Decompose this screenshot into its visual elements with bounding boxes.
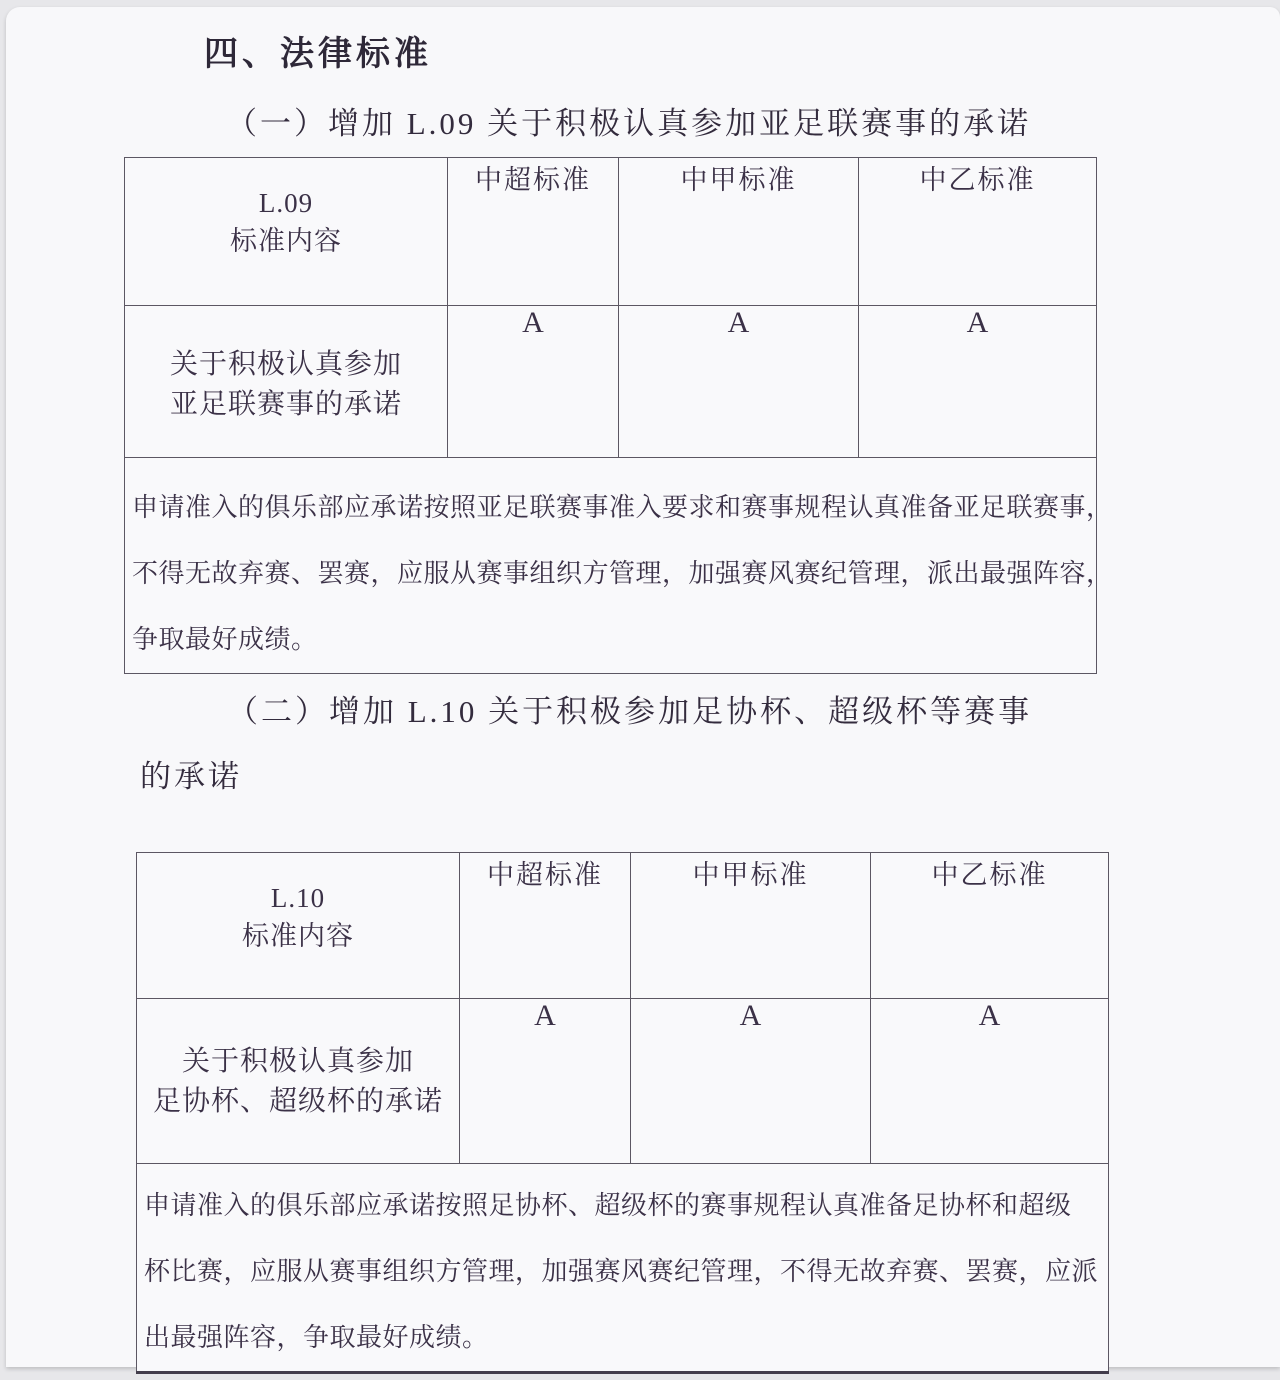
column-header-csl: 中超标准 xyxy=(475,165,591,195)
table-row xyxy=(125,306,1097,458)
grade-cell xyxy=(460,999,631,1164)
table-row xyxy=(137,1164,1109,1373)
table-row xyxy=(137,999,1109,1164)
note-cell xyxy=(137,1164,1109,1373)
standard-code: L.10 xyxy=(270,883,326,913)
column-header-cell xyxy=(448,158,619,306)
column-header-csl: 中超标准 xyxy=(487,860,603,890)
note-line-1: 申请准入的俱乐部应承诺按照足协杯、超级杯的赛事规程认真准备足协杯和超级 xyxy=(144,1191,1072,1220)
criterion-cell xyxy=(125,306,448,458)
standard-code: L.09 xyxy=(258,188,314,218)
column-header-cell xyxy=(619,158,859,306)
column-header-league2: 中乙标准 xyxy=(919,165,1036,195)
subsection-2-title-line1: （二）增加 L.10 关于积极参加足协杯、超级杯等赛事 xyxy=(227,694,1033,729)
table-row xyxy=(125,158,1097,306)
grade-value: A xyxy=(522,306,544,339)
criterion-line-2: 足协杯、超级杯的承诺 xyxy=(152,1086,443,1117)
row-header-label: 标准内容 xyxy=(230,226,342,256)
column-header-cell xyxy=(631,853,871,999)
row-header-label: 标准内容 xyxy=(242,921,354,951)
criterion-line-1: 关于积极认真参加 xyxy=(169,349,402,380)
grade-value: A xyxy=(978,999,1001,1032)
column-header-league2: 中乙标准 xyxy=(931,860,1048,890)
note-cell xyxy=(125,458,1113,674)
subsection-2-title-line2: 的承诺 xyxy=(140,759,242,794)
column-header-cell xyxy=(871,853,1109,999)
section-title: 四、法律标准 xyxy=(204,35,432,73)
grade-value: A xyxy=(966,306,989,339)
code-header-cell xyxy=(125,158,448,306)
note-line-3: 争取最好成绩。 xyxy=(132,625,318,654)
column-header-cell xyxy=(460,853,631,999)
code-header-cell xyxy=(137,853,460,999)
column-header-league1: 中甲标准 xyxy=(692,860,809,890)
note-line-3: 出最强阵容，争取最好成绩。 xyxy=(144,1323,489,1352)
standard-table-l10 xyxy=(136,852,1109,1374)
note-line-1: 申请准入的俱乐部应承诺按照亚足联赛事准入要求和赛事规程认真准备亚足联赛事， xyxy=(132,493,1113,522)
grade-cell xyxy=(619,306,859,458)
criterion-line-2: 亚足联赛事的承诺 xyxy=(169,389,402,420)
criterion-cell xyxy=(137,999,460,1164)
subsection-1-title: （一）增加 L.09 关于积极认真参加亚足联赛事的承诺 xyxy=(226,106,1032,141)
grade-cell xyxy=(859,306,1097,458)
grade-value: A xyxy=(727,306,750,339)
grade-value: A xyxy=(534,999,556,1032)
column-header-league1: 中甲标准 xyxy=(680,165,797,195)
note-line-2: 杯比赛，应服从赛事组织方管理，加强赛风赛纪管理，不得无故弃赛、罢赛，应派 xyxy=(144,1257,1099,1286)
table-row xyxy=(125,458,1097,674)
grade-cell xyxy=(631,999,871,1164)
grade-cell xyxy=(448,306,619,458)
table-row xyxy=(137,853,1109,999)
standard-table-l09 xyxy=(124,157,1113,674)
grade-value: A xyxy=(739,999,762,1032)
column-header-cell xyxy=(859,158,1097,306)
grade-cell xyxy=(871,999,1109,1164)
note-line-2: 不得无故弃赛、罢赛，应服从赛事组织方管理，加强赛风赛纪管理，派出最强阵容， xyxy=(132,559,1113,588)
criterion-line-1: 关于积极认真参加 xyxy=(181,1046,414,1077)
